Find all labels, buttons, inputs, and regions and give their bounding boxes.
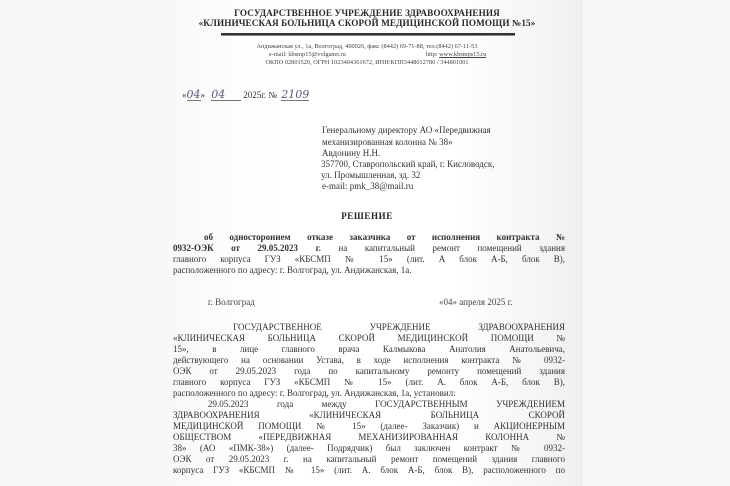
- document-page: [151, 0, 583, 486]
- outgoing-ref: [182, 89, 309, 101]
- addressee-line: Авдонину Н.Н.: [322, 148, 381, 158]
- document-place: г. Волгоград: [208, 297, 255, 307]
- subject-line1: об одностороннем отказе заказчика от исполнения контракта №: [204, 232, 565, 242]
- addressee-line: Генеральному директору АО «Передвижная: [322, 125, 491, 135]
- body-line: ОЭК от 29.05.2023 года по капитальному ремонту помещений здания: [173, 366, 565, 376]
- body-line: главного корпуса ГУЗ «КБСМП № 15» (лит. А. блок А-Б, блок В),: [173, 377, 565, 387]
- letterhead-org-line2: «КЛИНИЧЕСКАЯ БОЛЬНИЦА СКОРОЙ МЕДИЦИНСКОЙ ПОМОЩИ №15»: [198, 18, 536, 28]
- subject-line4: расположенного по адресу: г. Волгоград, ул. Андижанская, 1а.: [173, 265, 412, 275]
- body-line: МЕДИЦИНСКОЙ ПОМОЩИ № 15» (далее- Заказчик) и АКЦИОНЕРНЫМ: [173, 421, 565, 431]
- letterhead-codes: ОКПО 02801520, ОГРН 1023404361672, ИНН/КПП3448012780 / 344801001: [265, 59, 469, 66]
- addressee-line: 357700, Ставропольский край, г. Кисловодск,: [321, 159, 495, 169]
- body-line: расположенного по адресу: г. Волгоград, ул. Андижанская, 1а, установил:: [173, 388, 456, 398]
- subject-line: [204, 233, 565, 242]
- letterhead-site-prefix: http:: [426, 51, 438, 58]
- body-line: 29.05.2023 года между ГОСУДАРСТВЕННЫМ УЧРЕЖДЕНИЕМ: [208, 399, 565, 409]
- body-line: ОБЩЕСТВОМ «ПЕРЕДВИЖНАЯ МЕХАНИЗИРОВАННАЯ КОЛОННА №: [173, 432, 565, 442]
- outgoing-open-quote: «: [182, 90, 187, 100]
- subject-line: [173, 244, 565, 253]
- letterhead-email: e-mail: kbsmp15@volganet.ru: [269, 51, 346, 58]
- outgoing-month: 04: [211, 89, 241, 101]
- outgoing-close-quote: »: [200, 90, 205, 100]
- addressee-line: механизированная колонна № 38»: [322, 137, 453, 147]
- letterhead-site-block: [426, 52, 486, 58]
- body-line: ЗДРАВООХРАНЕНИЯ «КЛИНИЧЕСКАЯ БОЛЬНИЦА СКОРОЙ: [173, 410, 565, 420]
- body-line: ОЭК от 29.05.2023 г. на капитальный ремонт помещений здания главного: [173, 454, 565, 464]
- subject-line2-rest: на капитальный ремонт помещений здания: [320, 243, 565, 253]
- letterhead-divider: [221, 33, 515, 35]
- document-title: РЕШЕНИЕ: [341, 211, 393, 221]
- body-line: 15», в лице главного врача Калмыкова Анатолия Анатольевича,: [173, 344, 565, 354]
- body-line: «КЛИНИЧЕСКАЯ БОЛЬНИЦА СКОРОЙ МЕДИЦИНСКОЙ ПОМОЩИ №: [173, 333, 565, 343]
- addressee-line: ул. Промышленная, зд. 32: [321, 170, 421, 180]
- subject-line2-bold: 0932-ОЭК от 29.05.2023 г.: [173, 243, 321, 253]
- letterhead-site-link[interactable]: www.kbsmps15.ru: [439, 51, 487, 58]
- outgoing-number: 2109: [281, 88, 310, 101]
- body-line: действующего на основании Устава, в ходе исполнения контракта № 0932-: [173, 355, 565, 365]
- letterhead-org-line1: ГОСУДАРСТВЕННОЕ УЧРЕЖДЕНИЕ ЗДРАВООХРАНЕНИЯ: [234, 8, 500, 18]
- letterhead-contacts: Андижанская ул., 1а, Волгоград, 400026, факс (8442) 69-71-88, тел.(8442) 67-11-53: [256, 43, 478, 50]
- outgoing-day: 04: [186, 88, 201, 101]
- body-line: 38» (АО «ПМК-38») (далее- Подрядчик) был заключен контракт № 0932-: [173, 443, 565, 453]
- outgoing-year: 2025г. №: [243, 90, 278, 100]
- body-line: ГОСУДАРСТВЕННОЕ УЧРЕЖДЕНИЕ ЗДРАВООХРАНЕНИЯ: [233, 322, 565, 332]
- subject-line3: главного корпуса ГУЗ «КБСМП № 15» (лит. А блок А-Б, блок В),: [173, 254, 565, 264]
- addressee-email: e-mail: pmk_38@mail.ru: [322, 181, 414, 191]
- body-line: корпуса ГУЗ «КБСМП № 15» (лит. А. блок А-Б, блок В), расположенного по: [173, 465, 565, 475]
- document-date: «04» апреля 2025 г.: [439, 297, 513, 307]
